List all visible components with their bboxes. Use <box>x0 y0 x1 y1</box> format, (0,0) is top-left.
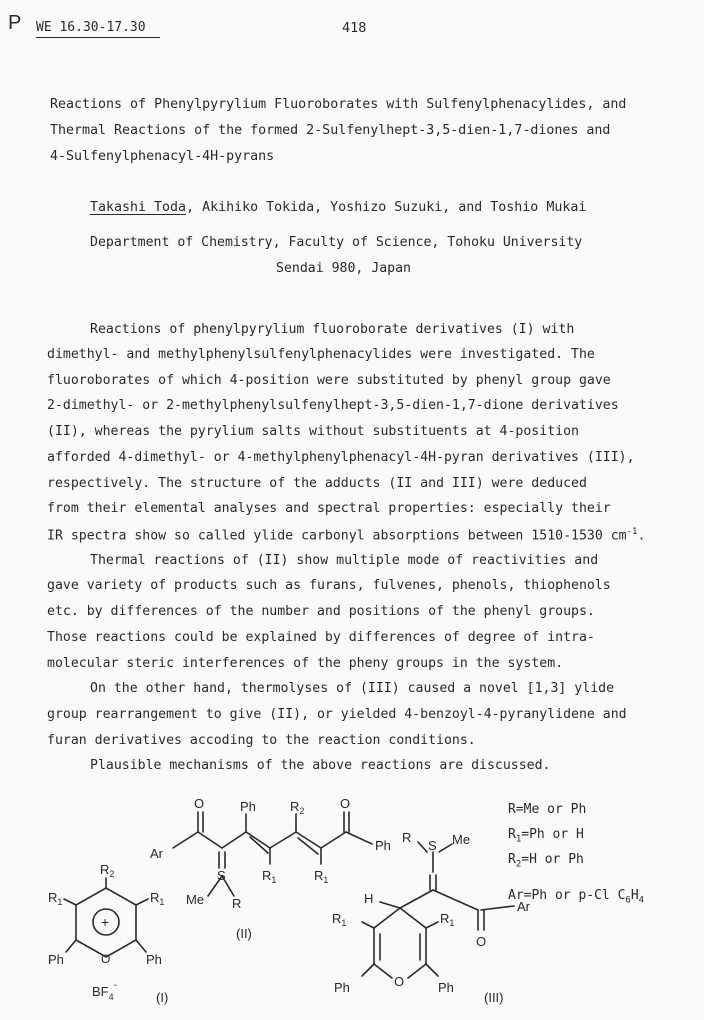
title-line-3: 4-Sulfenylphenacyl-4H-pyrans <box>50 149 275 164</box>
page-number: 418 <box>342 20 367 36</box>
iii-hydrogen-label: H <box>364 891 374 906</box>
legend-ar: Ar=Ph or p-Cl $C_6H_4$ <box>508 888 645 906</box>
ii-r1b-label: $R_1$ <box>314 868 329 885</box>
abstract-line: afforded 4-dimethyl- or 4-methylphenylphenacyl-4H-pyran derivatives (III), <box>47 450 635 465</box>
abstract-line: dimethyl- and methylphenylsulfenylphenacylides were investigated. The <box>47 347 595 362</box>
abstract-line: 2-dimethyl- or 2-methylphenylsulfenylhept-3,5-dien-1,7-dione derivatives <box>47 398 619 413</box>
i-counterion: $BF_4^-$ <box>92 980 117 1002</box>
abstract-line: respectively. The structure of the adducts (II and III) were deduced <box>47 476 587 491</box>
iii-methyl-label: Me <box>452 832 471 847</box>
iii-ring-oxygen: O <box>394 974 405 989</box>
session-underline <box>36 37 160 38</box>
abstract-line: Plausible mechanisms of the above reactions are discussed. <box>90 758 551 773</box>
abstract-line: gave variety of products such as furans, fulvenes, phenols, thiophenols <box>47 578 611 593</box>
iii-r-label: R <box>402 830 412 845</box>
abstract-line-ir <box>47 527 645 543</box>
legend-r2: $R_2=H$ or Ph <box>508 852 584 870</box>
i-r2-label: $R_2$ <box>100 862 115 879</box>
abstract-line: furan derivatives accoding to the reaction conditions. <box>47 733 476 748</box>
i-ring-charge: + <box>101 914 110 930</box>
iii-sulfur-label: S <box>428 838 437 853</box>
affiliation-line-1: Department of Chemistry, Faculty of Science, Tohoku University <box>90 235 583 250</box>
abstract-line: from their elemental analyses and spectral properties: especially their <box>47 501 611 516</box>
ii-phenyl-top: Ph <box>240 799 256 814</box>
ii-r-label: R <box>232 896 242 911</box>
abstract-line: (II), whereas the pyrylium salts without substituents at 4-position <box>47 424 579 439</box>
ii-r2-label: $R_2$ <box>290 799 305 816</box>
ii-carbonyl-oxygen-2: O <box>340 796 351 811</box>
abstract-line: Reactions of phenylpyrylium fluoroborate derivatives (I) with <box>90 322 575 337</box>
iii-r1-right-label: $R_1$ <box>440 911 455 928</box>
ii-sulfur-label: S <box>217 868 226 883</box>
affiliation-line-2: Sendai 980, Japan <box>276 261 411 276</box>
ii-r1a-label: $R_1$ <box>262 868 277 885</box>
iii-phenyl-left: Ph <box>334 980 350 995</box>
abstract-line-ir-text: IR spectra show so called ylide carbonyl absorptions between 1510-1530 cm <box>47 528 627 544</box>
section-mark: P <box>8 12 22 34</box>
abstract-line: Thermal reactions of (II) show multiple mode of reactivities and <box>90 553 599 568</box>
abstract-line: Those reactions could be explained by differences of degree of intra- <box>47 630 595 645</box>
ii-methyl-label: Me <box>186 892 205 907</box>
ii-phenyl-right: Ph <box>375 838 391 853</box>
abstract-line: On the other hand, thermolyses of (III) caused a novel [1,3] ylide <box>90 681 615 696</box>
compound-iii-number: (III) <box>484 990 504 1005</box>
presenting-author: Takashi Toda <box>90 200 187 215</box>
co-authors: , Akihiko Tokida, Yoshizo Suzuki, and Toshio Mukai <box>186 200 587 215</box>
compound-ii-number: (II) <box>236 926 252 941</box>
ii-carbonyl-oxygen-1: O <box>194 796 205 811</box>
i-phenyl-right: Ph <box>146 952 162 967</box>
abstract-line: etc. by differences of the number and positions of the phenyl groups. <box>47 604 595 619</box>
iii-carbonyl-oxygen: O <box>476 934 487 949</box>
ir-period: . <box>637 528 646 544</box>
authors <box>90 200 586 215</box>
title-line-1: Reactions of Phenylpyrylium Fluoroborates with Sulfenylphenacylides, and <box>50 97 627 112</box>
iii-phenyl-right: Ph <box>438 980 454 995</box>
legend-r: R=Me or Ph <box>508 802 587 817</box>
ir-unit-superscript: -1 <box>626 527 638 537</box>
legend-r1: $R_1=Ph$ or H <box>508 827 584 845</box>
iii-r1-left-label: $R_1$ <box>332 911 347 928</box>
i-ring-oxygen: O <box>101 952 111 966</box>
iii-aryl-label: Ar <box>517 899 530 914</box>
abstract-line: molecular steric interferences of the pheny groups in the system. <box>47 656 564 671</box>
i-r1-right-label: $R_1$ <box>150 890 165 907</box>
title-line-2: Thermal Reactions of the formed 2-Sulfenylhept-3,5-dien-1,7-diones and <box>50 123 611 138</box>
i-phenyl-left: Ph <box>48 952 64 967</box>
compound-i-number: (I) <box>156 990 169 1005</box>
session-time: WE 16.30-17.30 <box>36 20 146 35</box>
ii-aryl-label: Ar <box>150 846 163 861</box>
abstract-line: group rearrangement to give (II), or yielded 4-benzoyl-4-pyranylidene and <box>47 707 627 722</box>
i-r1-left-label: $R_1$ <box>48 890 63 907</box>
abstract-line: fluoroborates of which 4-position were substituted by phenyl group gave <box>47 373 611 388</box>
